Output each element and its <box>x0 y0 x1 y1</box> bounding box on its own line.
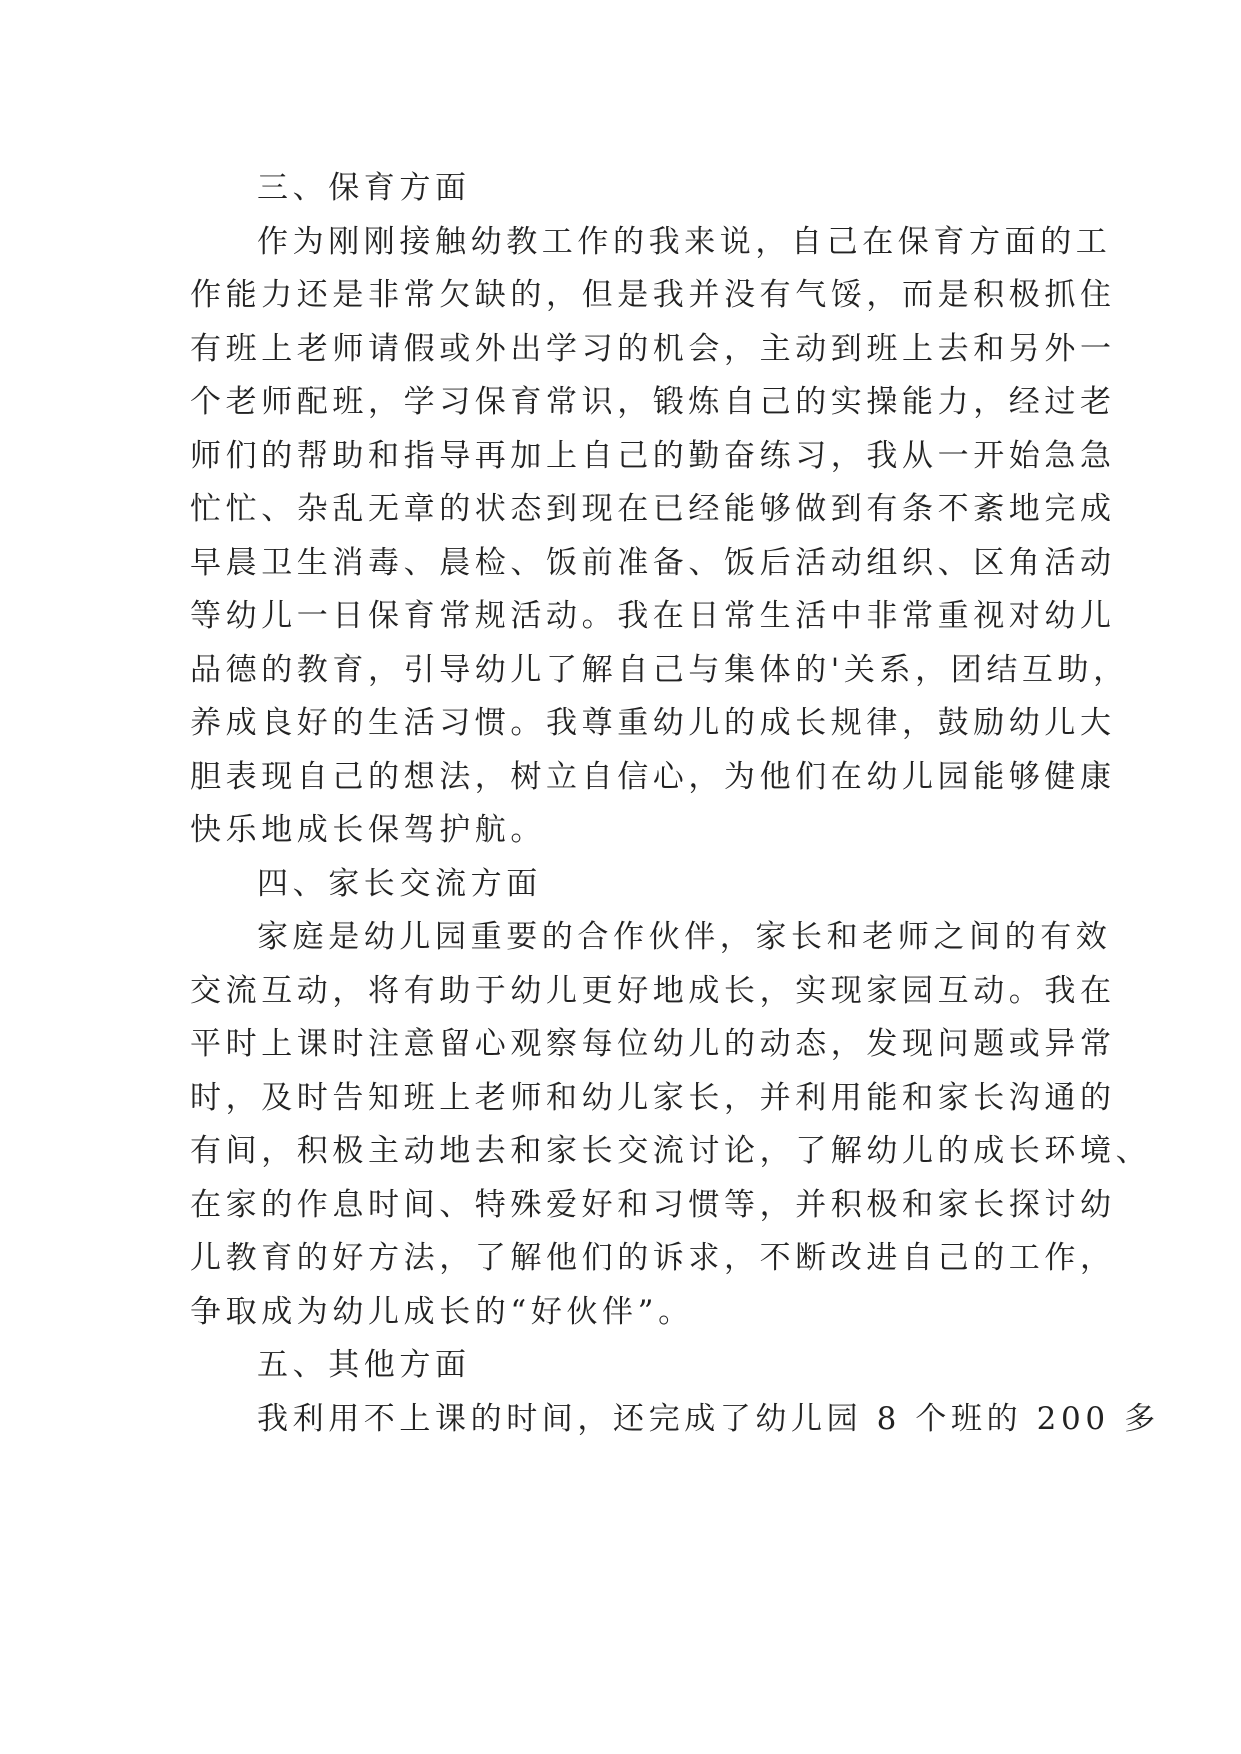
paragraph-line: 作为刚刚接触幼教工作的我来说，自己在保育方面的工 <box>257 223 1112 260</box>
paragraph-line: 胆表现自己的想法，树立自信心，为他们在幼儿园能够健康 <box>190 758 1116 795</box>
paragraph-line: 忙忙、杂乱无章的状态到现在已经能够做到有条不紊地完成 <box>190 491 1116 527</box>
paragraph-line: 时，及时告知班上老师和幼儿家长，并利用能和家长沟通的 <box>190 1079 1116 1116</box>
paragraph-line: 争取成为幼儿成长的“好伙伴”。 <box>190 1293 694 1330</box>
paragraph-line: 品德的教育，引导幼儿了解自己与集体的'关系，团结互助， <box>190 651 1129 688</box>
paragraph-line: 我利用不上课的时间，还完成了幼儿园 8 个班的 200 多 <box>257 1400 1160 1437</box>
paragraph-line: 等幼儿一日保育常规活动。我在日常生活中非常重视对幼儿 <box>190 598 1116 634</box>
paragraph-line: 在家的作息时间、特殊爱好和习惯等，并积极和家长探讨幼 <box>190 1186 1116 1223</box>
paragraph-line: 平时上课时注意留心观察每位幼儿的动态，发现问题或异常 <box>190 1026 1116 1062</box>
paragraph-line: 交流互动，将有助于幼儿更好地成长，实现家园互动。我在 <box>190 972 1116 1009</box>
paragraph-line: 师们的帮助和指导再加上自己的勤奋练习，我从一开始急急 <box>190 437 1116 474</box>
paragraph-line: 养成良好的生活习惯。我尊重幼儿的成长规律，鼓励幼儿大 <box>190 705 1116 741</box>
paragraph-line: 早晨卫生消毒、晨检、饭前准备、饭后活动组织、区角活动 <box>190 544 1116 581</box>
document-body <box>190 162 1160 1446</box>
paragraph-line: 快乐地成长保驾护航。 <box>190 812 546 848</box>
paragraph-line: 家庭是幼儿园重要的合作伙伴，家长和老师之间的有效 <box>257 919 1112 955</box>
paragraph-line: 个老师配班，学习保育常识，锻炼自己的实操能力，经过老 <box>190 384 1116 420</box>
section-heading-other: 五、其他方面 <box>257 1347 471 1383</box>
paragraph-line: 儿教育的好方法，了解他们的诉求，不断改进自己的工作， <box>190 1240 1116 1276</box>
section-heading-parent-communication: 四、家长交流方面 <box>257 865 542 902</box>
paragraph-line: 有班上老师请假或外出学习的机会，主动到班上去和另外一 <box>190 330 1116 367</box>
paragraph-line: 有间，积极主动地去和家长交流讨论，了解幼儿的成长环境、 <box>190 1133 1152 1169</box>
paragraph-line: 作能力还是非常欠缺的，但是我并没有气馁，而是积极抓住 <box>190 277 1116 313</box>
section-heading-childcare: 三、保育方面 <box>257 170 471 206</box>
